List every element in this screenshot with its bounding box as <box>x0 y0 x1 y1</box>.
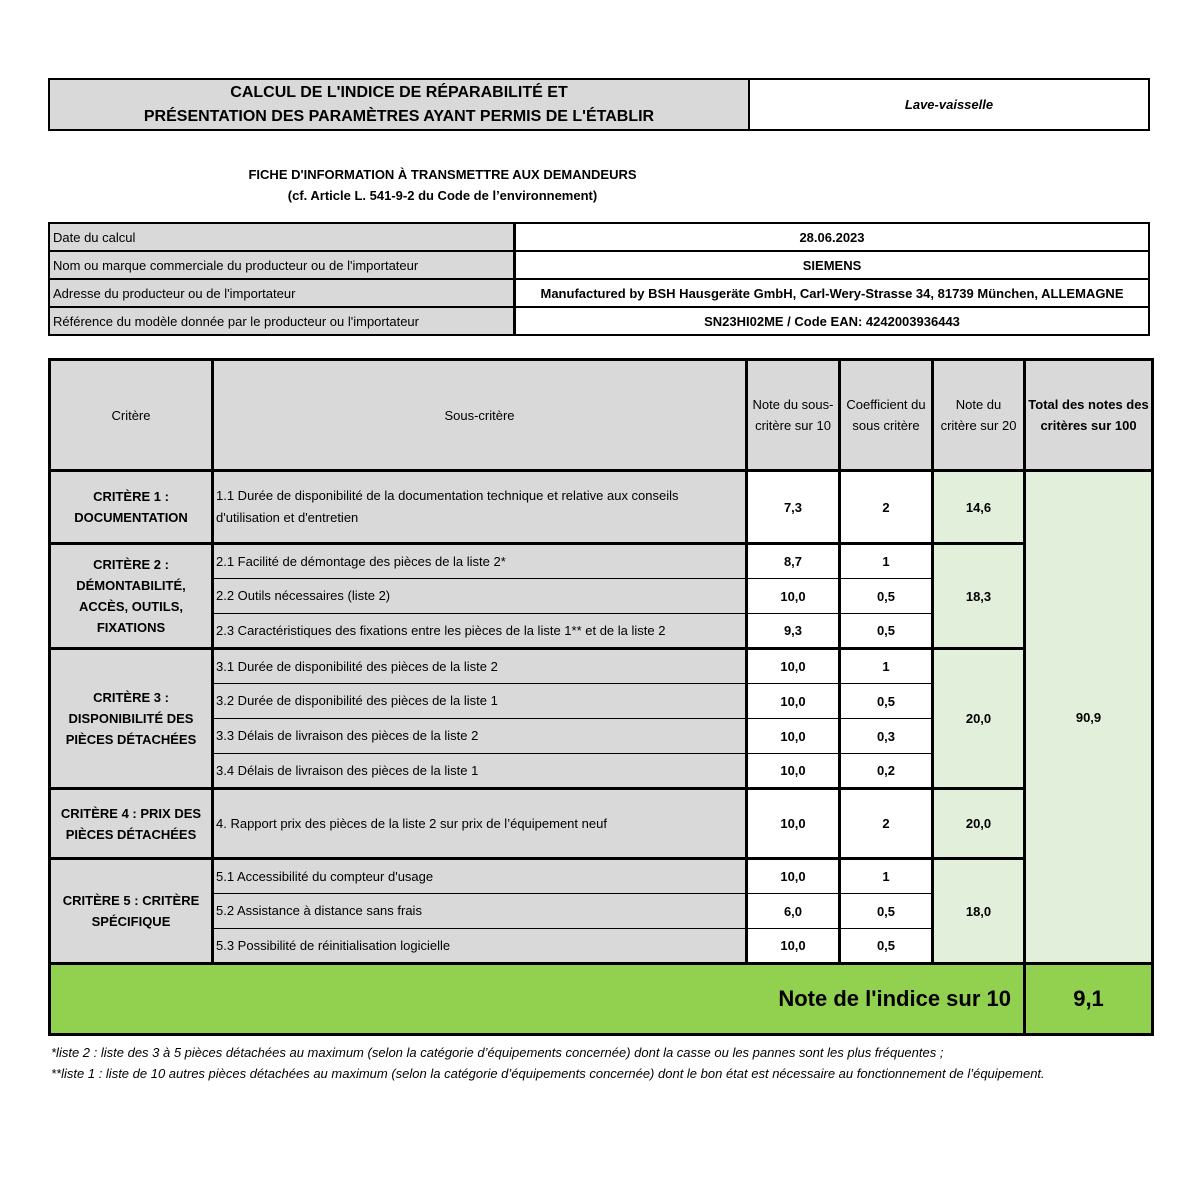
criterion-3-note20: 20,0 <box>933 649 1025 789</box>
footnotes <box>51 1042 1071 1084</box>
info-label: Adresse du producteur ou de l'importateur <box>49 279 515 307</box>
table-row <box>50 859 1153 894</box>
subcriterion-coef: 0,5 <box>840 684 933 719</box>
subcriterion-coef: 0,5 <box>840 614 933 649</box>
subcriterion-label: 5.1 Accessibilité du compteur d'usage <box>213 859 747 894</box>
subcriterion-note: 10,0 <box>747 789 840 859</box>
subcriterion-label: 4. Rapport prix des pièces de la liste 2 sur prix de l’équipement neuf <box>213 789 747 859</box>
total-score: 90,9 <box>1025 471 1153 964</box>
info-label: Référence du modèle donnée par le producteur ou l'importateur <box>49 307 515 335</box>
subcriterion-note: 10,0 <box>747 684 840 719</box>
criterion-3-label: CRITÈRE 3 : DISPONIBILITÉ DES PIÈCES DÉTACHÉES <box>50 649 213 789</box>
subcriterion-label: 3.1 Durée de disponibilité des pièces de la liste 2 <box>213 649 747 684</box>
subcriterion-note: 10,0 <box>747 929 840 964</box>
info-row <box>49 279 1149 307</box>
product-category: Lave-vaisselle <box>904 97 994 112</box>
subheading <box>160 164 725 206</box>
subcriterion-label: 3.2 Durée de disponibilité des pièces de la liste 1 <box>213 684 747 719</box>
subcriterion-coef: 1 <box>840 859 933 894</box>
subcriterion-note: 9,3 <box>747 614 840 649</box>
subcriterion-note: 6,0 <box>747 894 840 929</box>
table-row <box>50 471 1153 544</box>
subcriterion-note: 8,7 <box>747 544 840 579</box>
subcriterion-coef: 1 <box>840 649 933 684</box>
criterion-5-label: CRITÈRE 5 : CRITÈRE SPÉCIFIQUE <box>50 859 213 964</box>
subcriterion-coef: 0,5 <box>840 579 933 614</box>
info-row <box>49 251 1149 279</box>
header-sous-critere: Sous-critère <box>213 360 747 471</box>
index-label: Note de l'indice sur 10 <box>50 964 1025 1035</box>
subcriterion-label: 5.2 Assistance à distance sans frais <box>213 894 747 929</box>
subcriterion-note: 10,0 <box>747 579 840 614</box>
subcriterion-note: 7,3 <box>747 471 840 544</box>
criterion-4-label: CRITÈRE 4 : PRIX DES PIÈCES DÉTACHÉES <box>50 789 213 859</box>
criterion-5-note20: 18,0 <box>933 859 1025 964</box>
criterion-2-note20: 18,3 <box>933 544 1025 649</box>
header-note10: Note du sous-critère sur 10 <box>747 360 840 471</box>
table-row <box>50 544 1153 579</box>
criterion-2-label: CRITÈRE 2 : DÉMONTABILITÉ, ACCÈS, OUTILS, FIXATIONS <box>50 544 213 649</box>
header-note20: Note du critère sur 20 <box>933 360 1025 471</box>
header-title <box>50 80 750 129</box>
subcriterion-coef: 0,5 <box>840 929 933 964</box>
index-row <box>50 964 1153 1035</box>
footnote-liste1: **liste 1 : liste de 10 autres pièces détachées au maximum (selon la catégorie d’équipements concernée) dont le bon état est nécessaire au fonctionnement de l’équipement. <box>51 1066 1045 1081</box>
header-coef: Coefficient du sous critère <box>840 360 933 471</box>
subcriterion-note: 10,0 <box>747 719 840 754</box>
info-value: Manufactured by BSH Hausgeräte GmbH, Carl-Wery-Strasse 34, 81739 München, ALLEMAGNE <box>515 279 1150 307</box>
subcriterion-coef: 0,5 <box>840 894 933 929</box>
header-critere: Critère <box>50 360 213 471</box>
table-row <box>50 789 1153 859</box>
info-value: SN23HI02ME / Code EAN: 4242003936443 <box>515 307 1150 335</box>
subcriterion-label: 2.1 Facilité de démontage des pièces de la liste 2* <box>213 544 747 579</box>
subcriterion-label: 5.3 Possibilité de réinitialisation logicielle <box>213 929 747 964</box>
scoring-table <box>48 358 1154 1036</box>
subheading-line2: (cf. Article L. 541-9-2 du Code de l’environnement) <box>287 188 598 203</box>
table-header-row <box>50 360 1153 471</box>
criterion-4-note20: 20,0 <box>933 789 1025 859</box>
subcriterion-label: 3.3 Délais de livraison des pièces de la liste 2 <box>213 719 747 754</box>
header-title-line2: PRÉSENTATION DES PARAMÈTRES AYANT PERMIS DE L'ÉTABLIR <box>143 107 655 125</box>
header-total: Total des notes des critères sur 100 <box>1025 360 1153 471</box>
footnote-liste2: *liste 2 : liste des 3 à 5 pièces détachées au maximum (selon la catégorie d’équipements concernée) dont la casse ou les pannes sont les plus fréquentes ; <box>51 1045 944 1060</box>
subcriterion-note: 10,0 <box>747 754 840 789</box>
info-label: Date du calcul <box>49 223 515 251</box>
header-title-line1: CALCUL DE L'INDICE DE RÉPARABILITÉ ET <box>230 83 568 101</box>
subcriterion-coef: 0,3 <box>840 719 933 754</box>
info-label: Nom ou marque commerciale du producteur ou de l'importateur <box>49 251 515 279</box>
subcriterion-coef: 2 <box>840 789 933 859</box>
subcriterion-coef: 0,2 <box>840 754 933 789</box>
subcriterion-label: 2.3 Caractéristiques des fixations entre les pièces de la liste 1** et de la liste 2 <box>213 614 747 649</box>
subcriterion-label: 3.4 Délais de livraison des pièces de la liste 1 <box>213 754 747 789</box>
subcriterion-note: 10,0 <box>747 859 840 894</box>
criterion-1-note20: 14,6 <box>933 471 1025 544</box>
index-value: 9,1 <box>1025 964 1153 1035</box>
info-table <box>48 222 1150 336</box>
info-value: SIEMENS <box>515 251 1150 279</box>
subheading-line1: FICHE D'INFORMATION À TRANSMETTRE AUX DEMANDEURS <box>248 167 637 182</box>
info-row <box>49 223 1149 251</box>
info-row <box>49 307 1149 335</box>
subcriterion-coef: 1 <box>840 544 933 579</box>
criterion-1-label: CRITÈRE 1 : DOCUMENTATION <box>50 471 213 544</box>
table-row <box>50 649 1153 684</box>
subcriterion-label: 2.2 Outils nécessaires (liste 2) <box>213 579 747 614</box>
subcriterion-label: 1.1 Durée de disponibilité de la documentation technique et relative aux conseils d'utilisation et d'entretien <box>213 471 747 544</box>
subcriterion-coef: 2 <box>840 471 933 544</box>
subcriterion-note: 10,0 <box>747 649 840 684</box>
info-value: 28.06.2023 <box>515 223 1150 251</box>
header-box <box>48 78 1150 131</box>
